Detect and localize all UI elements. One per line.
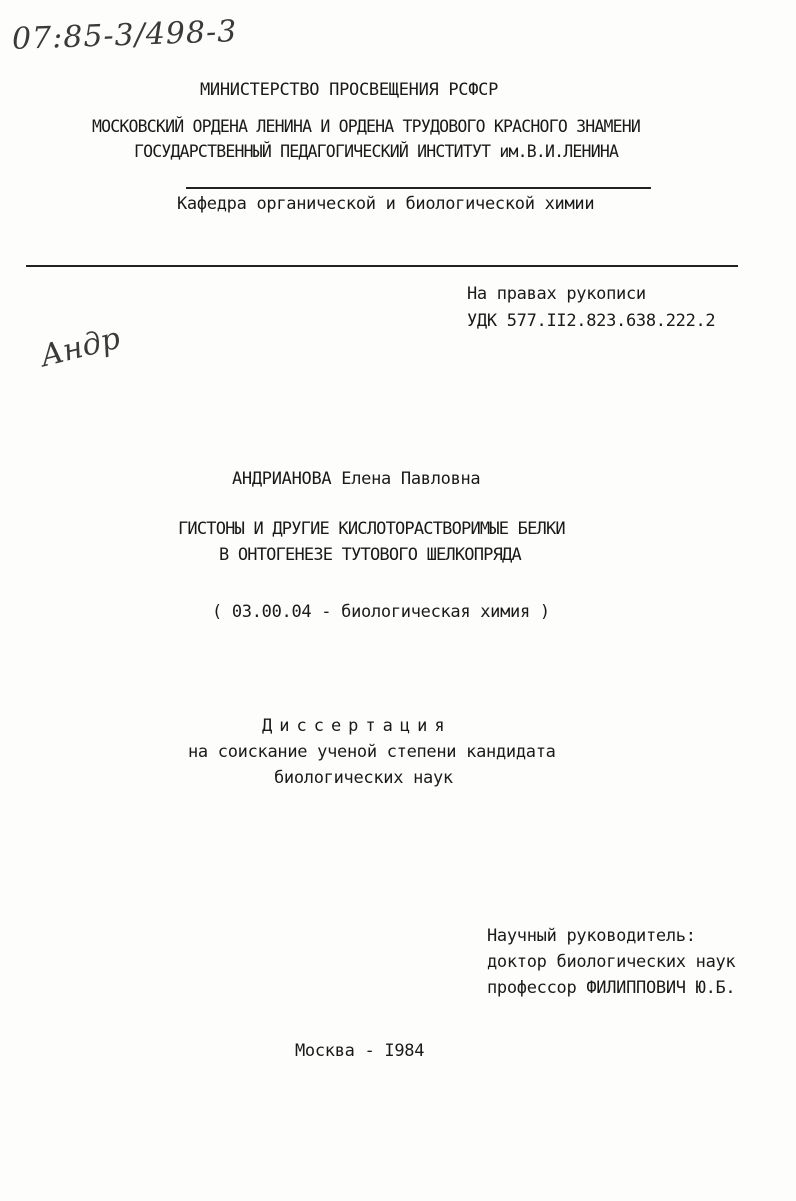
handwritten-signature: Андр — [36, 320, 124, 375]
degree-sought: на соискание ученой степени кандидата — [188, 742, 556, 762]
science-field: биологических наук — [274, 768, 453, 788]
thesis-title-line1: ГИСТОНЫ И ДРУГИЕ КИСЛОТОРАСТВОРИМЫЕ БЕЛКИ — [178, 519, 565, 539]
place-and-year: Москва - I984 — [295, 1041, 425, 1061]
supervisor-name: профессор ФИЛИППОВИЧ Ю.Б. — [487, 978, 736, 998]
institute-name-line1: МОСКОВСКИЙ ОРДЕНА ЛЕНИНА И ОРДЕНА ТРУДОВОГО КРАСНОГО ЗНАМЕНИ — [92, 117, 641, 136]
specialty-code: ( 03.00.04 - биологическая химия ) — [212, 602, 550, 622]
institute-name-line2: ГОСУДАРСТВЕННЫЙ ПЕДАГОГИЧЕСКИЙ ИНСТИТУТ им.В.И.ЛЕНИНА — [134, 142, 619, 161]
udc-code: УДК 577.II2.823.638.222.2 — [467, 311, 716, 331]
department-name: Кафедра органической и биологической химии — [177, 194, 595, 214]
department-top-rule — [186, 187, 651, 189]
header-bottom-rule — [26, 265, 738, 267]
manuscript-rights: На правах рукописи — [467, 284, 646, 304]
author-name: АНДРИАНОВА Елена Павловна — [232, 469, 481, 489]
ministry-name: МИНИСТЕРСТВО ПРОСВЕЩЕНИЯ РСФСР — [200, 80, 499, 100]
thesis-title-line2: В ОНТОГЕНЕЗЕ ТУТОВОГО ШЕЛКОПРЯДА — [219, 545, 521, 565]
archive-handwritten-mark: 07:85-3/498-3 — [11, 14, 238, 57]
supervisor-degree: доктор биологических наук — [487, 952, 736, 972]
supervisor-label: Научный руководитель: — [487, 926, 696, 946]
work-type-word: Диссертация — [262, 716, 452, 736]
